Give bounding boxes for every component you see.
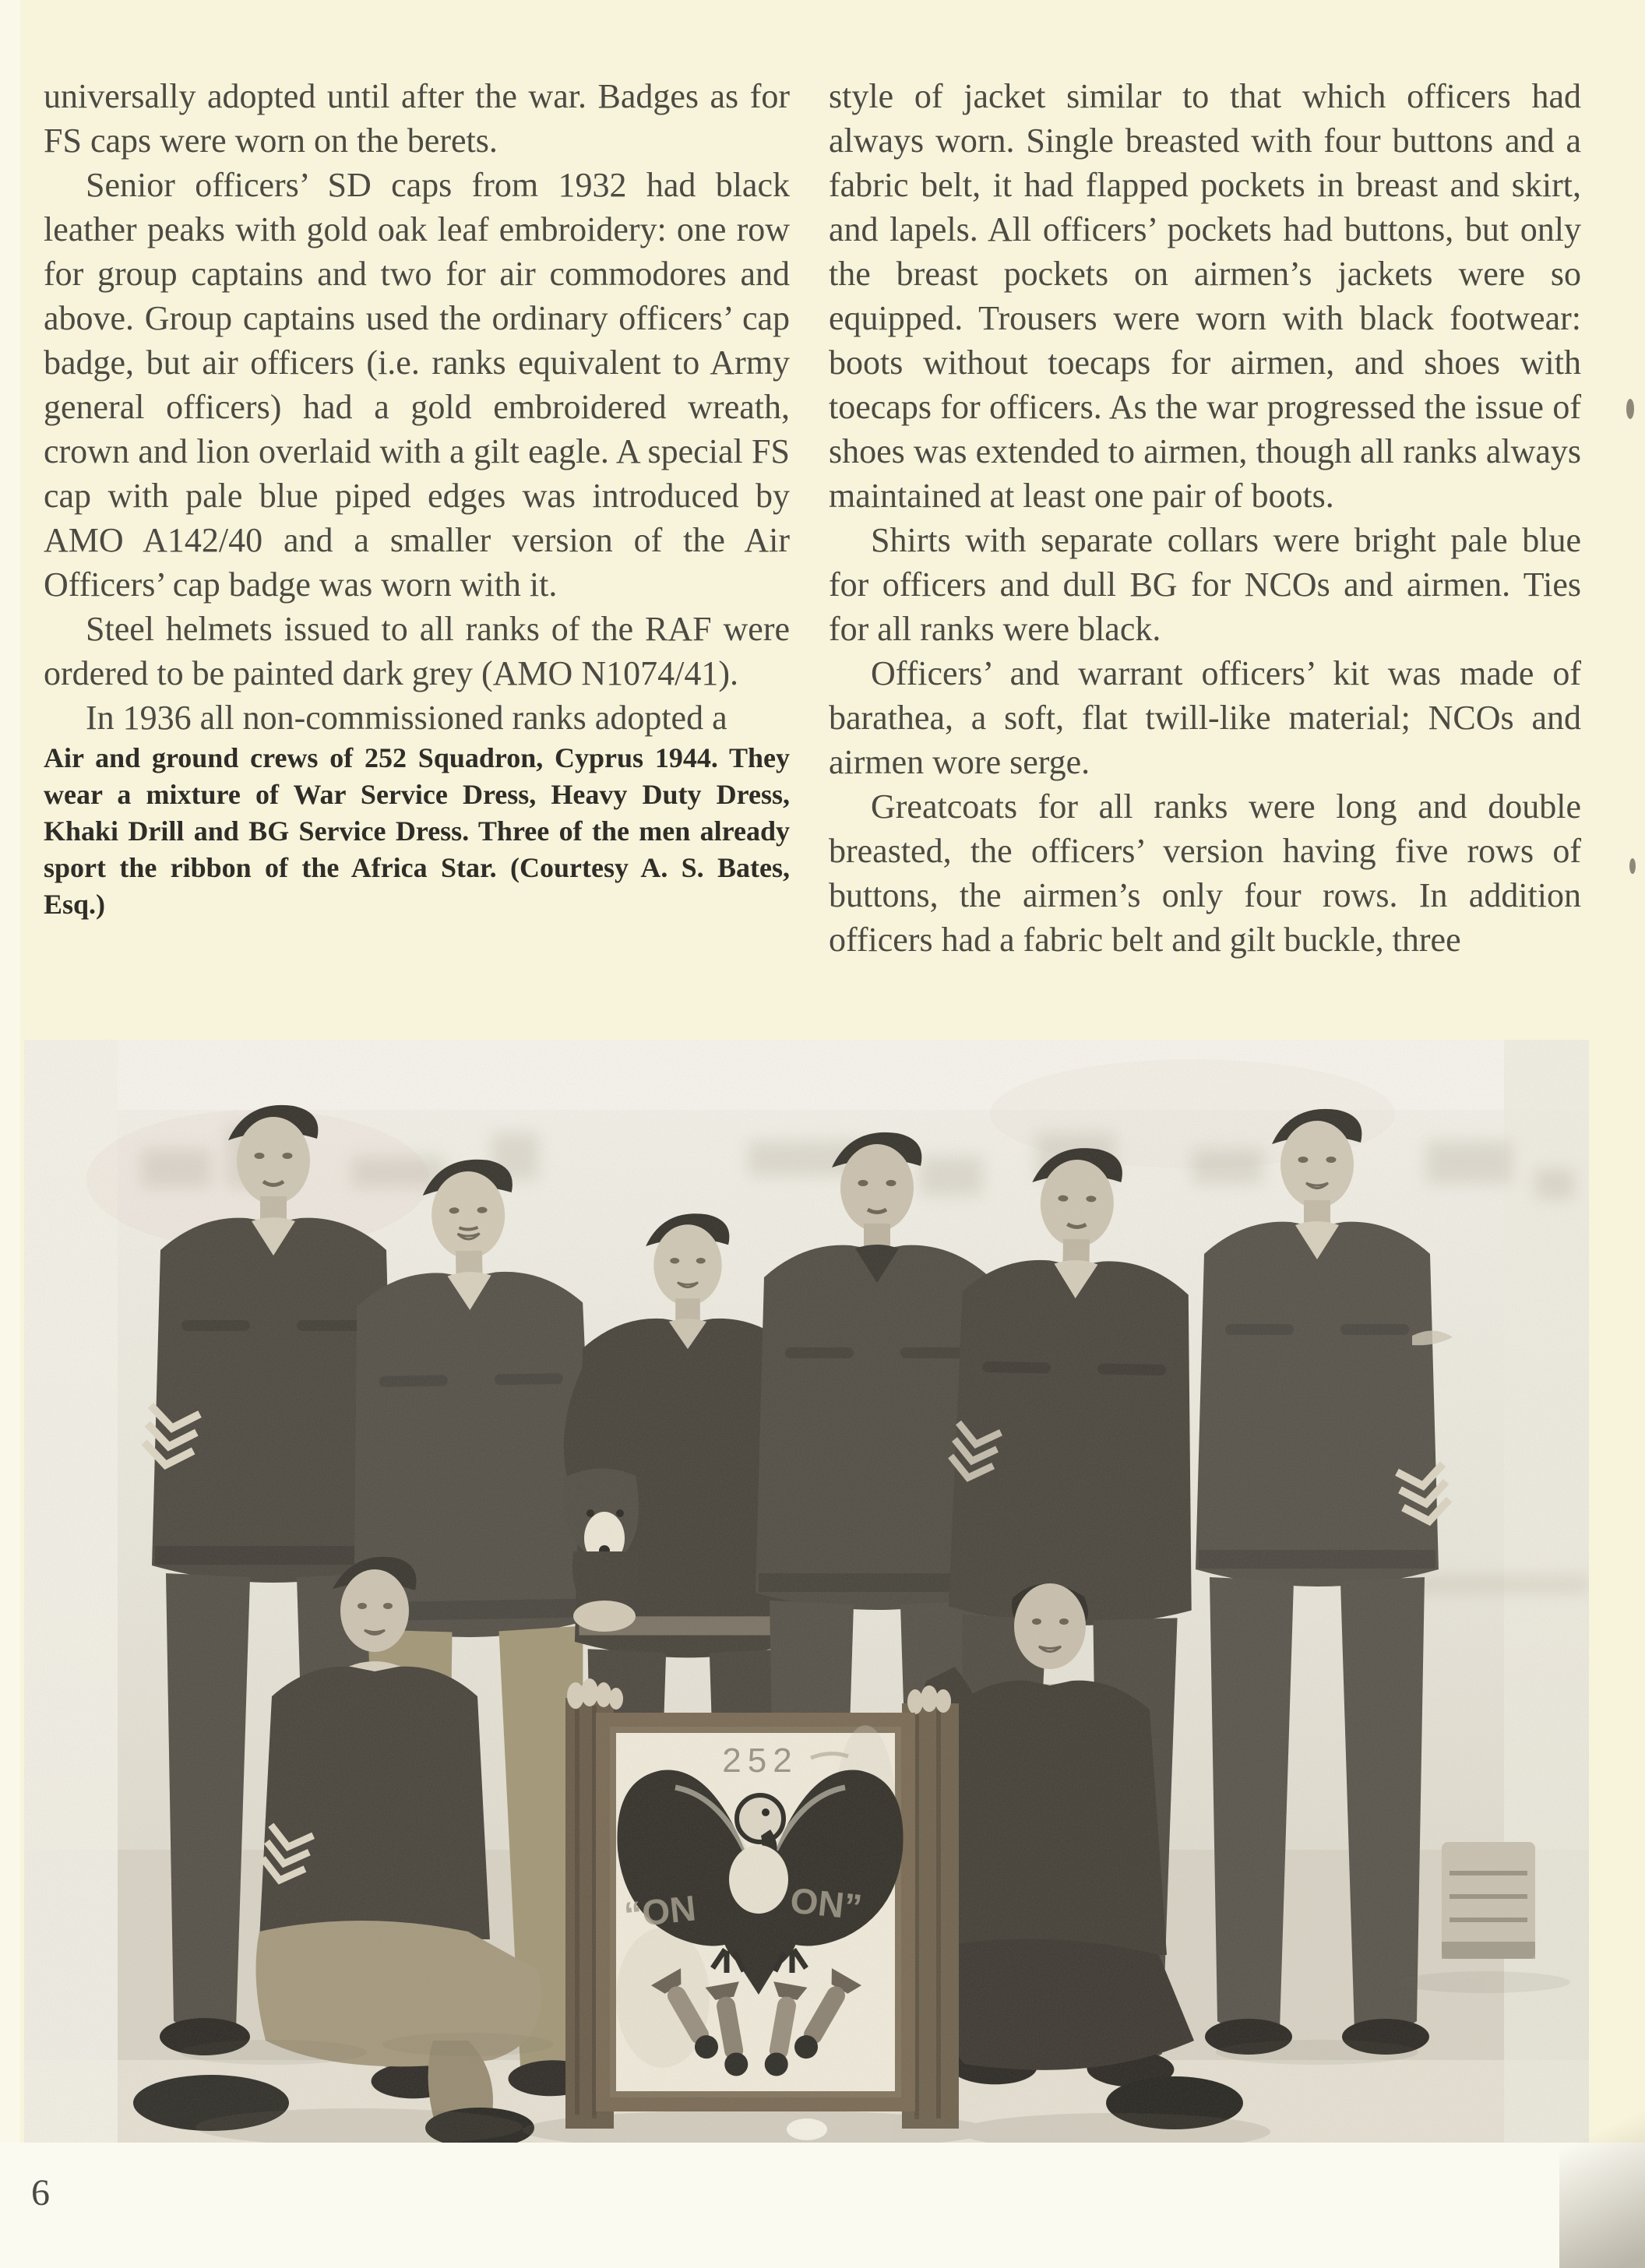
body-paragraph: Senior officers’ SD caps from 1932 had black leather peaks with gold oak leaf embroidery: one row for group captains and two for air commodores and above. Group captains used the ordinary officers’ cap badge, but air officers (i.e. ranks equivalent to Army general officers) had a gold embroidered wreath, crown and lion overlaid with a gilt eagle. A special FS cap with pale blue piped edges was introduced by AMO A142/40 and a smaller version of the Air Officers’ cap badge was worn with it. [44,166,790,604]
gutter-shadow [1559,2019,1645,2268]
photo-caption: Air and ground crews of 252 Squadron, Cyprus 1944. They wear a mixture of War Service Dress, Heavy Duty Dress, Khaki Drill and BG Service Dress. Three of the men already sport the ribbon of the Africa Star. (Courtesy A. S. Bates, Esq.) [44,742,790,920]
body-paragraph: Steel helmets issued to all ranks of the RAF were ordered to be painted dark grey (AMO N1074/41). [44,610,790,692]
body-paragraph: Shirts with separate collars were bright pale blue for officers and dull BG for NCOs and airmen. Ties for all ranks were black. [829,521,1581,648]
scan-speck [1629,858,1636,874]
body-paragraph: Greatcoats for all ranks were long and double breasted, the officers’ version having five rows of buttons, the airmen’s only four rows. In addition officers had a fabric belt and gilt buckle, three [829,787,1581,959]
lower-page-margin [0,2143,1645,2268]
squadron-photograph [24,1040,1589,2143]
page-number: 6 [31,2172,50,2213]
body-paragraph: style of jacket similar to that which officers had always worn. Single breasted with four buttons and a fabric belt, it had flapped pockets in breast and skirt, and lapels. All officers’ pockets had buttons, but only the breast pockets on airmen’s jackets were so equipped. Trousers were worn with black footwear: boots without toecaps for airmen, and shoes with toecaps for officers. As the war progressed the issue of shoes was extended to airmen, though all ranks always maintained at least one pair of boots. [829,77,1581,515]
body-paragraph: Officers’ and warrant officers’ kit was made of barathea, a soft, flat twill-like material; NCOs and airmen wore serge. [829,654,1581,781]
body-paragraph: In 1936 all non-commissioned ranks adopted a [86,699,727,737]
scan-speck [1626,399,1634,419]
left-text-column [44,74,790,923]
right-text-column [829,74,1581,962]
body-paragraph: universally adopted until after the war. Badges as for FS caps were worn on the berets. [44,77,790,160]
film-grain-overlay [24,1040,1589,2143]
page-edge-highlight [0,0,20,2268]
